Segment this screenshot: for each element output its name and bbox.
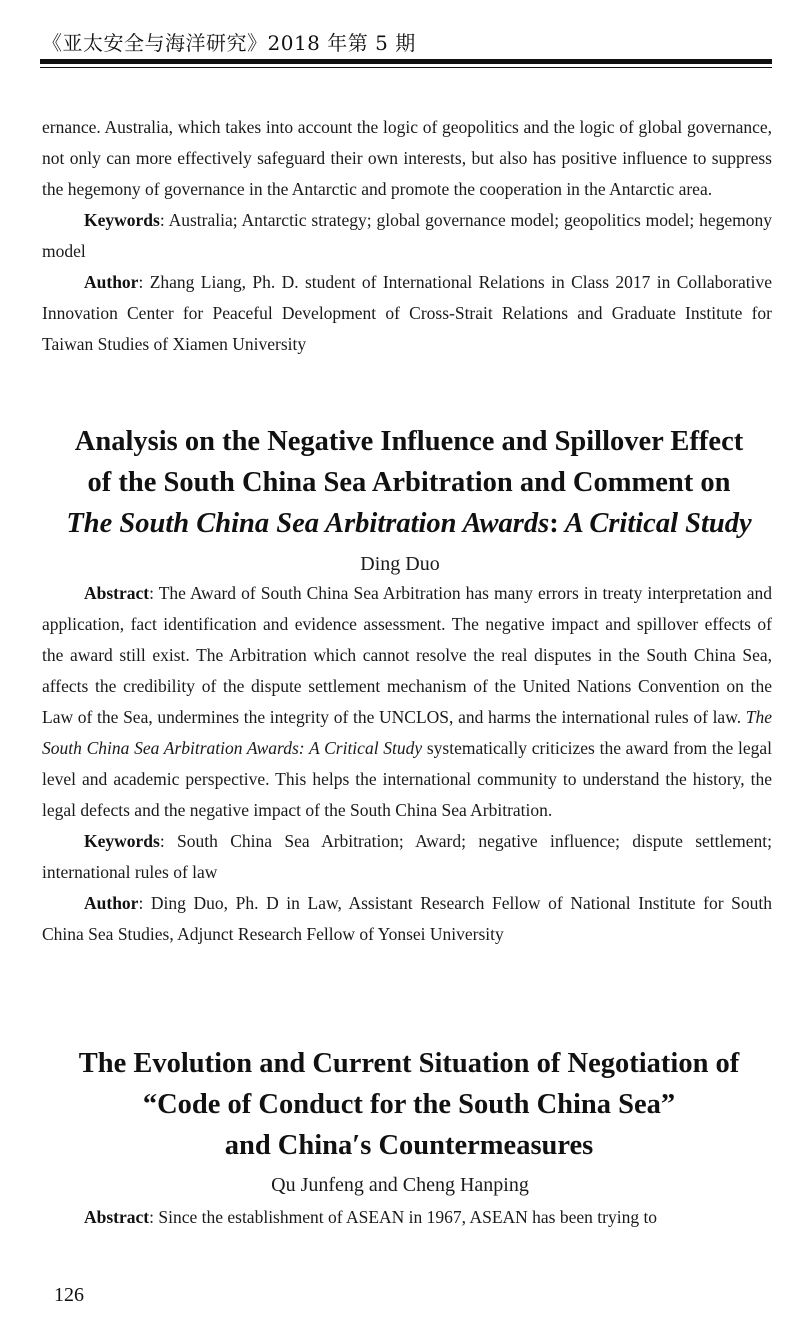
abstract-label: Abstract bbox=[84, 1207, 150, 1227]
abstract-tail: ernance. Australia, which takes into account the logic of geopolitics and the logic of global governance, not only can more effectively safeguard their own interests, but also has positive influence to suppress the hegemony of governance in the Antarctic and promote the cooperation in the Antarctic area. bbox=[42, 117, 772, 199]
article2-body bbox=[42, 1202, 772, 1233]
keywords-text: : Australia; Antarctic strategy; global governance model; geopolitics model; hegemony model bbox=[42, 210, 772, 261]
article-title-south-china-sea-arbitration bbox=[24, 421, 794, 544]
previous-article-tail bbox=[42, 112, 772, 360]
abstract-book-title: The South China Sea Arbitration Awards: A Critical Study bbox=[42, 707, 772, 758]
title-book-subtitle: A Critical Study bbox=[558, 508, 752, 539]
header-rule-thick bbox=[40, 59, 772, 64]
author-paragraph bbox=[42, 888, 772, 950]
keywords-text: : South China Sea Arbitration; Award; negative influence; dispute settlement; international rules of law bbox=[42, 831, 772, 882]
title-line-2: of the South China Sea Arbitration and Comment on bbox=[87, 467, 731, 498]
abstract-label: Abstract bbox=[84, 583, 150, 603]
article-author-name: Ding Duo bbox=[360, 553, 440, 575]
article-title-code-of-conduct bbox=[24, 1043, 794, 1166]
title-book-name: The South China Sea Arbitration Awards bbox=[66, 508, 550, 539]
title-line-3: and China′s Countermeasures bbox=[224, 1130, 594, 1161]
keywords-label: Keywords bbox=[84, 831, 160, 851]
article-author-name: Qu Junfeng and Cheng Hanping bbox=[271, 1174, 529, 1196]
keywords-paragraph bbox=[42, 205, 772, 267]
author-text: : Zhang Liang, Ph. D. student of International Relations in Class 2017 in Collaborative Innovation Center for Peaceful Development of Cross-Strait Relations and Graduate Institute for Taiwan Studies of Xiamen University bbox=[42, 272, 772, 354]
author-label: Author bbox=[84, 893, 139, 913]
title-colon: : bbox=[549, 508, 559, 539]
title-line-2: “Code of Conduct for the South China Sea” bbox=[142, 1089, 676, 1120]
title-line-3 bbox=[24, 503, 794, 544]
abstract-paragraph bbox=[42, 1202, 772, 1233]
keywords-label: Keywords bbox=[84, 210, 160, 230]
abstract-text: : Since the establishment of ASEAN in 1967, ASEAN has been trying to bbox=[149, 1207, 658, 1227]
title-line-1: The Evolution and Current Situation of Negotiation of bbox=[78, 1048, 740, 1079]
header-rule-thin bbox=[40, 67, 772, 68]
author-paragraph bbox=[42, 267, 772, 360]
keywords-paragraph bbox=[42, 826, 772, 888]
article1-body bbox=[42, 578, 772, 950]
author-text: : Ding Duo, Ph. D in Law, Assistant Research Fellow of National Institute for South China Sea Studies, Adjunct Research Fellow of Yonsei University bbox=[42, 893, 772, 944]
abstract-text-part1: : The Award of South China Sea Arbitration has many errors in treaty interpretation and application, fact identification and evidence assessment. The negative impact and spillover effects of the award still exist. The Arbitration which cannot resolve the real disputes in the South China Sea, affects the credibility of the dispute settlement mechanism of the United Nations Convention on the Law of the Sea, undermines the integrity of the UNCLOS, and harms the international rules of law. bbox=[42, 583, 772, 727]
running-head: 《亚太安全与海洋研究》2018 年第 5 期 bbox=[42, 31, 416, 55]
author-label: Author bbox=[84, 272, 139, 292]
title-line-1: Analysis on the Negative Influence and Spillover Effect bbox=[74, 426, 744, 457]
page-number: 126 bbox=[54, 1284, 84, 1306]
abstract-text-part2: systematically criticizes the award from the legal level and academic perspective. This helps the international community to understand the history, the legal defects and the negative impact of the South China Sea Arbitration. bbox=[42, 738, 772, 820]
abstract-paragraph bbox=[42, 578, 772, 826]
